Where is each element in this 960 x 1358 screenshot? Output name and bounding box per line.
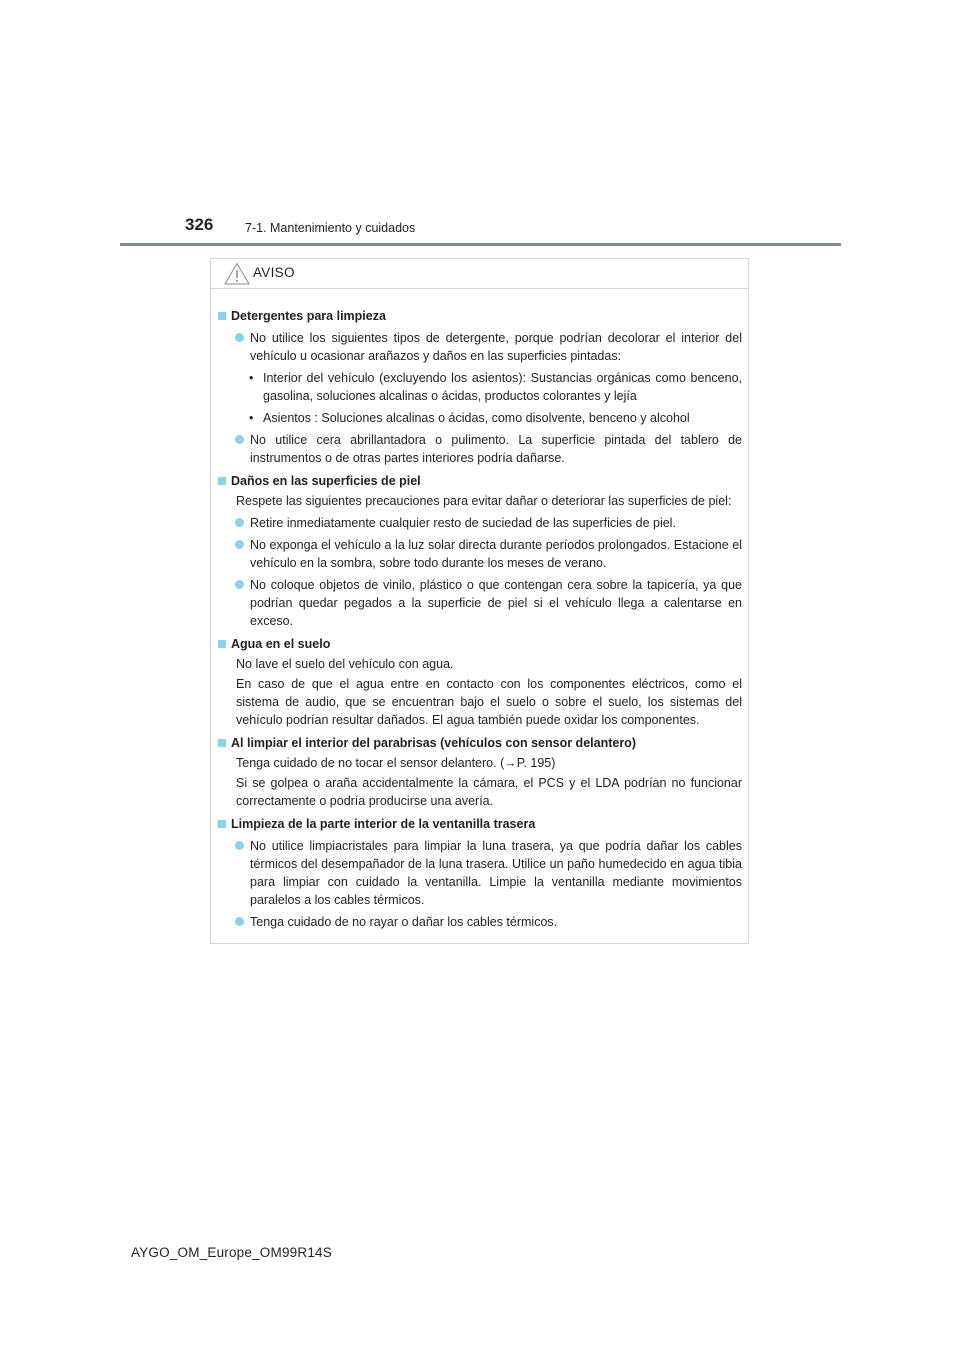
bullet-item [217,576,742,630]
square-bullet-icon [218,477,226,485]
section-heading [217,815,742,833]
section-heading [217,635,742,653]
warning-label: AVISO [253,265,295,280]
circle-bullet-icon [235,518,244,527]
paragraph: Tenga cuidado de no tocar el sensor delantero. (→P. 195) [236,756,556,770]
bullet-text: No exponga el vehículo a la luz solar directa durante períodos prolongados. Estacione el vehículo en la sombra, sobre todo durante los meses de verano. [250,538,742,570]
bullet-item [217,837,742,909]
circle-bullet-icon [235,333,244,342]
bullet-item [217,514,742,532]
circle-bullet-icon [235,540,244,549]
bullet-item [217,431,742,467]
section-heading-text: Agua en el suelo [231,637,331,651]
sub-item [217,409,742,427]
section-heading-text: Limpieza de la parte interior de la ventanilla trasera [231,817,536,831]
circle-bullet-icon [235,580,244,589]
circle-bullet-icon [235,435,244,444]
section-title: 7-1. Mantenimiento y cuidados [245,221,416,235]
warning-triangle-icon [224,262,250,285]
section-heading-text: Al limpiar el interior del parabrisas (vehículos con sensor delantero) [231,736,636,750]
paragraph: Respete las siguientes precauciones para evitar dañar o deteriorar las superficies de piel: [236,494,732,508]
square-bullet-icon [218,739,226,747]
sub-item-text: Interior del vehículo (excluyendo los asientos): Sustancias orgánicas como benceno, gasolina, soluciones alcalinas o ácidas, productos colorantes y lejía [263,371,742,403]
bullet-item [217,913,742,931]
square-bullet-icon [218,312,226,320]
page-number: 326 [185,215,214,234]
section-heading-text: Detergentes para limpieza [231,309,386,323]
small-bullet-icon: • [249,371,254,385]
warning-box [210,258,749,944]
paragraph: En caso de que el agua entre en contacto con los componentes eléctricos, como el sistema de audio, que se encuentran bajo el suelo o sobre el suelo, los sistemas del vehículo podrían resultar dañados. El agua también puede oxidar los componentes. [236,677,742,727]
sub-item-text: Asientos : Soluciones alcalinas o ácidas, como disolvente, benceno y alcohol [263,411,690,425]
section-heading [217,307,742,325]
warning-header [211,259,748,289]
warning-body [211,289,748,931]
bullet-text: No utilice los siguientes tipos de detergente, porque podrían decolorar el interior del vehículo u ocasionar arañazos y daños en las superficies pintadas: [250,331,742,363]
circle-bullet-icon [235,841,244,850]
bullet-text: No utilice cera abrillantadora o pulimento. La superficie pintada del tablero de instrumentos o de otras partes interiores podría dañarse. [250,433,742,465]
paragraph: Si se golpea o araña accidentalmente la cámara, el PCS y el LDA podrían no funcionar correctamente o podría producirse una avería. [236,776,742,808]
section-heading [217,734,742,752]
bullet-item [217,536,742,572]
small-bullet-icon: • [249,411,254,425]
section-heading [217,472,742,490]
bullet-item [217,329,742,365]
header-rule [120,243,841,246]
bullet-text: Tenga cuidado de no rayar o dañar los cables térmicos. [250,915,558,929]
sub-item [217,369,742,405]
section-heading-text: Daños en las superficies de piel [231,474,421,488]
square-bullet-icon [218,820,226,828]
circle-bullet-icon [235,917,244,926]
bullet-text: No utilice limpiacristales para limpiar la luna trasera, ya que podría dañar los cables térmicos del desempañador de la luna trasera. Utilice un paño humedecido en agua tibia para limpiar con cuidado la ventanilla. Limpie la ventanilla mediante movimientos paralelos a los cables térmicos. [250,839,742,907]
document-code: AYGO_OM_Europe_OM99R14S [131,1245,332,1260]
square-bullet-icon [218,640,226,648]
bullet-text: No coloque objetos de vinilo, plástico o que contengan cera sobre la tapicería, ya que podrían quedar pegados a la superficie de piel si el vehículo llega a calentarse en exceso. [250,578,742,628]
paragraph: No lave el suelo del vehículo con agua. [236,657,454,671]
bullet-text: Retire inmediatamente cualquier resto de suciedad de las superficies de piel. [250,516,676,530]
